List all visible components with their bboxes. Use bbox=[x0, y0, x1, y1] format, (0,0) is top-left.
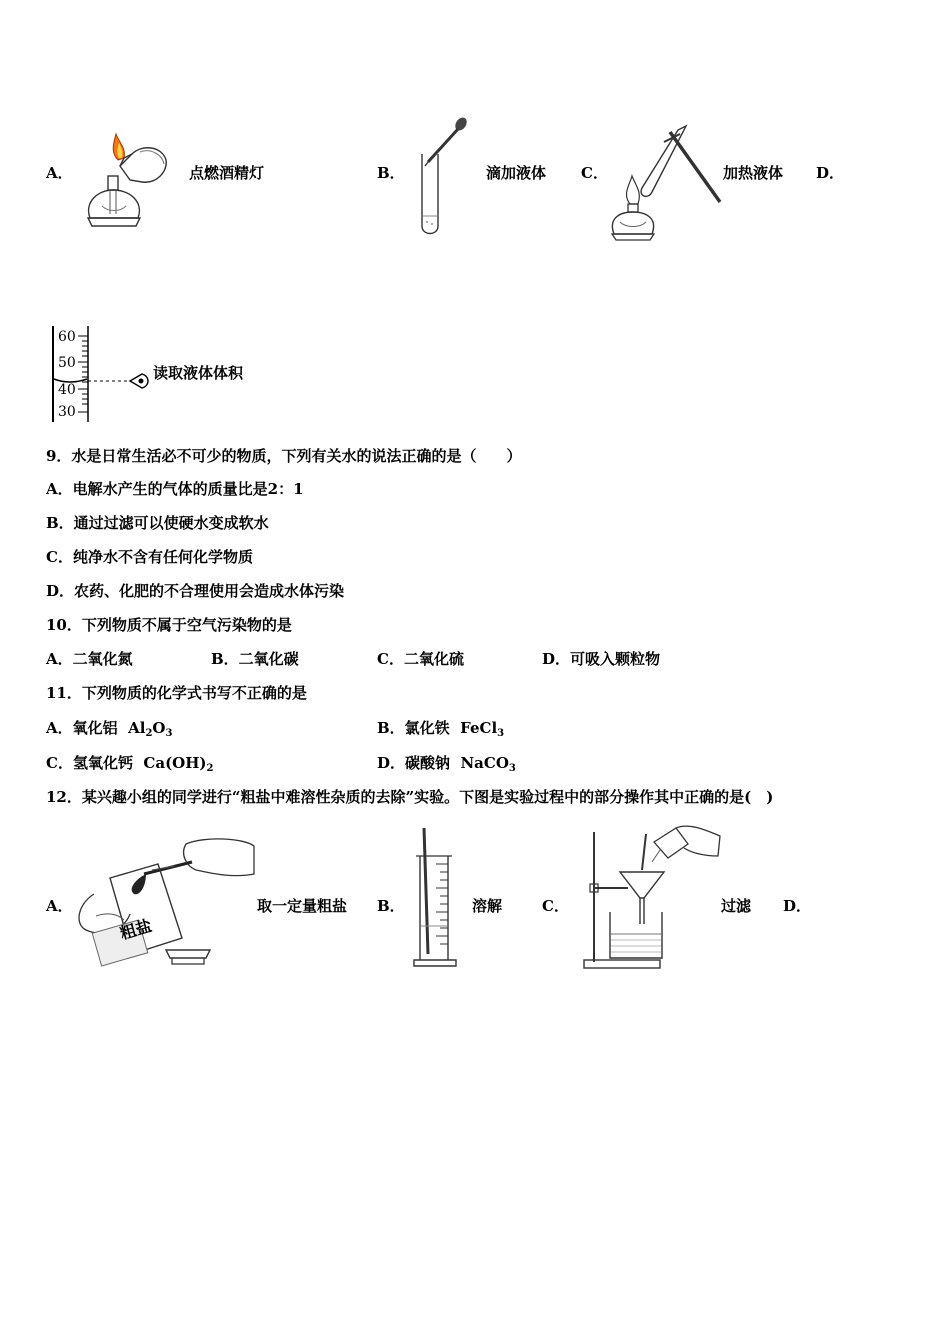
q11-option-c-formula: $Ca(OH)_2$ bbox=[143, 754, 214, 774]
q9-option-c: C．纯净水不含有任何化学物质 bbox=[46, 548, 253, 566]
q9-option-d: D．农药、化肥的不合理使用会造成水体污染 bbox=[46, 582, 345, 600]
q10-option-b: B．二氧化碳 bbox=[211, 650, 299, 668]
q12-stem: 12．某兴趣小组的同学进行“粗盐中难溶性杂质的去除”实验。下图是实验过程中的部分操作其中正确的是( ) bbox=[46, 788, 774, 806]
cylinder-tick-50: 50 bbox=[58, 355, 76, 371]
q10-option-c: C．二氧化硫 bbox=[377, 650, 464, 668]
q11-option-c bbox=[46, 756, 213, 774]
q9-option-a: A．电解水产生的气体的质量比是2：1 bbox=[46, 480, 304, 498]
q8-option-d-letter: D． bbox=[816, 164, 845, 182]
salt-bag-label: 粗盐 bbox=[117, 915, 154, 944]
cylinder-tick-30: 30 bbox=[58, 404, 76, 420]
q12-option-d-letter: D． bbox=[783, 897, 812, 915]
q11-option-c-label: C．氢氧化钙 bbox=[46, 754, 133, 772]
q12-option-b-caption: 溶解 bbox=[472, 897, 503, 915]
q11-option-b bbox=[377, 721, 504, 739]
q12-option-a-caption: 取一定量粗盐 bbox=[257, 897, 348, 915]
q11-option-a-label: A．氧化铝 bbox=[46, 719, 118, 737]
q11-option-b-formula: FeCl$_3$ bbox=[460, 719, 505, 739]
q11-option-d-label: D．碳酸钠 bbox=[377, 754, 451, 772]
q10-option-a: A．二氧化氮 bbox=[46, 650, 133, 668]
q9-option-b: B．通过过滤可以使硬水变成软水 bbox=[46, 514, 269, 532]
q8-option-d-caption: 读取液体体积 bbox=[153, 364, 244, 382]
heating-liquid-figure bbox=[608, 122, 728, 246]
take-coarse-salt-figure bbox=[74, 834, 256, 968]
q8-option-b-letter: B． bbox=[377, 164, 405, 182]
q11-option-b-label: B．氯化铁 bbox=[377, 719, 450, 737]
q8-option-b-caption: 滴加液体 bbox=[486, 164, 547, 182]
q11-option-a-formula: $Al_2O_3$ bbox=[128, 719, 173, 739]
dropper-test-tube-figure bbox=[412, 114, 476, 242]
filtration-figure bbox=[580, 822, 724, 974]
q11-option-d-formula: NaCO$_3$ bbox=[460, 754, 516, 774]
q11-option-d bbox=[377, 756, 516, 774]
alcohol-lamp-lighting-figure bbox=[80, 122, 180, 238]
q8-option-c-letter: C． bbox=[581, 164, 608, 182]
dissolving-cylinder-figure bbox=[406, 826, 462, 972]
cylinder-tick-40: 40 bbox=[58, 382, 76, 398]
q10-stem: 10．下列物质不属于空气污染物的是 bbox=[46, 616, 292, 634]
q8-option-a-caption: 点燃酒精灯 bbox=[189, 164, 265, 182]
graduated-cylinder-reading-figure bbox=[46, 320, 156, 426]
q8-option-a-letter: A． bbox=[46, 164, 73, 182]
q9-stem: 9．水是日常生活必不可少的物质，下列有关水的说法正确的是（ ） bbox=[46, 447, 522, 465]
q12-option-a-letter: A． bbox=[46, 897, 73, 915]
q11-option-a bbox=[46, 721, 172, 739]
q10-option-d: D．可吸入颗粒物 bbox=[542, 650, 661, 668]
q12-option-c-caption: 过滤 bbox=[721, 897, 752, 915]
cylinder-tick-60: 60 bbox=[58, 329, 76, 345]
q12-option-c-letter: C． bbox=[542, 897, 569, 915]
q8-option-c-caption: 加热液体 bbox=[723, 164, 784, 182]
q11-stem: 11．下列物质的化学式书写不正确的是 bbox=[46, 684, 307, 702]
q12-option-b-letter: B． bbox=[377, 897, 405, 915]
